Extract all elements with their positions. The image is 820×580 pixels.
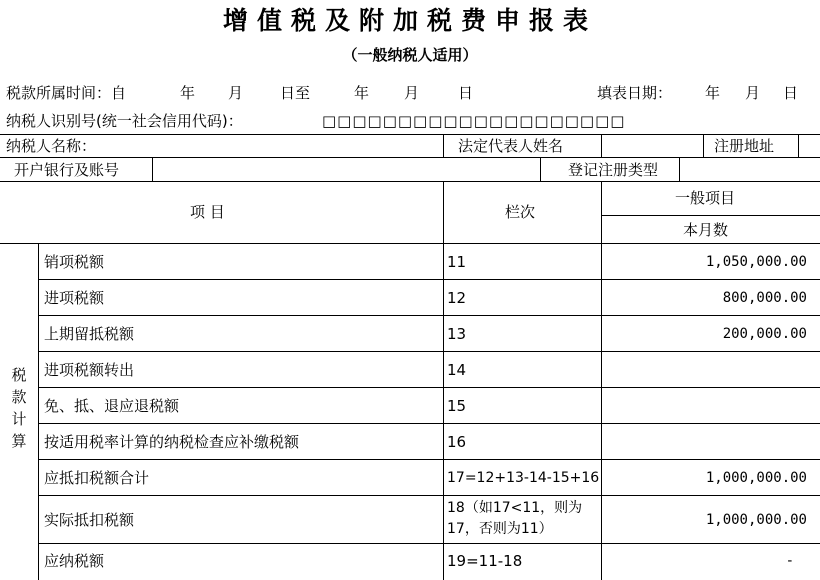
section-tax-calc: 税款计算 — [11, 366, 27, 450]
taxpayer-name-label: 纳税人名称： — [6, 137, 97, 155]
row-item-inspection-tax: 按适用税率计算的纳税检查应补缴税额 — [44, 433, 300, 451]
period-day-2: 日 — [458, 84, 474, 102]
row-item-input-transfer-out: 进项税额转出 — [44, 361, 135, 379]
header-general: 一般项目 — [675, 189, 736, 207]
header-column: 栏次 — [505, 203, 536, 221]
row-item-input-tax: 进项税额 — [44, 289, 105, 307]
row-value-deductible-total[interactable]: 1,000,000.00 — [705, 470, 807, 486]
header-month: 本月数 — [683, 221, 729, 239]
fill-date-month: 月 — [745, 84, 761, 102]
row-column-17: 17=12+13-14-15+16 — [447, 470, 600, 486]
row-item-actual-deduction: 实际抵扣税额 — [44, 511, 135, 529]
row-column-15: 15 — [447, 397, 467, 415]
period-month-1: 月 — [228, 84, 244, 102]
fill-date-day: 日 — [783, 84, 799, 102]
row-column-19: 19=11-18 — [447, 552, 523, 570]
row-item-output-tax: 销项税额 — [44, 253, 105, 271]
row-value-tax-payable[interactable]: - — [785, 553, 794, 569]
legal-rep-label: 法定代表人姓名 — [458, 137, 564, 155]
row-column-11: 11 — [447, 253, 467, 271]
period-month-2: 月 — [404, 84, 420, 102]
bank-account-label: 开户银行及账号 — [14, 161, 120, 179]
row-column-13: 13 — [447, 325, 467, 343]
header-item: 项 目 — [190, 203, 225, 221]
period-year-2: 年 — [354, 84, 370, 102]
period-day-to: 日至 — [280, 84, 311, 102]
row-value-actual-deduction[interactable]: 1,000,000.00 — [705, 512, 807, 528]
fill-date-label: 填表日期： — [597, 84, 673, 102]
period-year-1: 年 — [180, 84, 196, 102]
row-item-deductible-total: 应抵扣税额合计 — [44, 469, 150, 487]
row-value-output-tax[interactable]: 1,050,000.00 — [705, 254, 807, 270]
row-item-prior-credit: 上期留抵税额 — [44, 325, 135, 343]
row-item-refund: 免、抵、退应退税额 — [44, 397, 180, 415]
taxpayer-id-boxes[interactable]: □□□□□□□□□□□□□□□□□□□□ — [322, 112, 626, 130]
reg-address-label: 注册地址 — [714, 137, 775, 155]
row-column-14: 14 — [447, 361, 467, 379]
row-column-18: 18（如17<11，则为17，否则为11） — [447, 500, 583, 537]
row-value-input-tax[interactable]: 800,000.00 — [722, 290, 807, 306]
period-label: 税款所属时间：自 — [6, 84, 127, 102]
form-subtitle: （一般纳税人适用） — [342, 46, 478, 64]
form-title: 增值税及附加税费申报表 — [222, 6, 597, 35]
row-item-tax-payable: 应纳税额 — [44, 552, 105, 570]
row-value-prior-credit[interactable]: 200,000.00 — [722, 326, 807, 342]
fill-date-year: 年 — [705, 84, 721, 102]
taxpayer-id-label: 纳税人识别号(统一社会信用代码)： — [6, 112, 243, 130]
reg-type-label: 登记注册类型 — [568, 161, 659, 179]
row-column-16: 16 — [447, 433, 467, 451]
row-column-12: 12 — [447, 289, 467, 307]
